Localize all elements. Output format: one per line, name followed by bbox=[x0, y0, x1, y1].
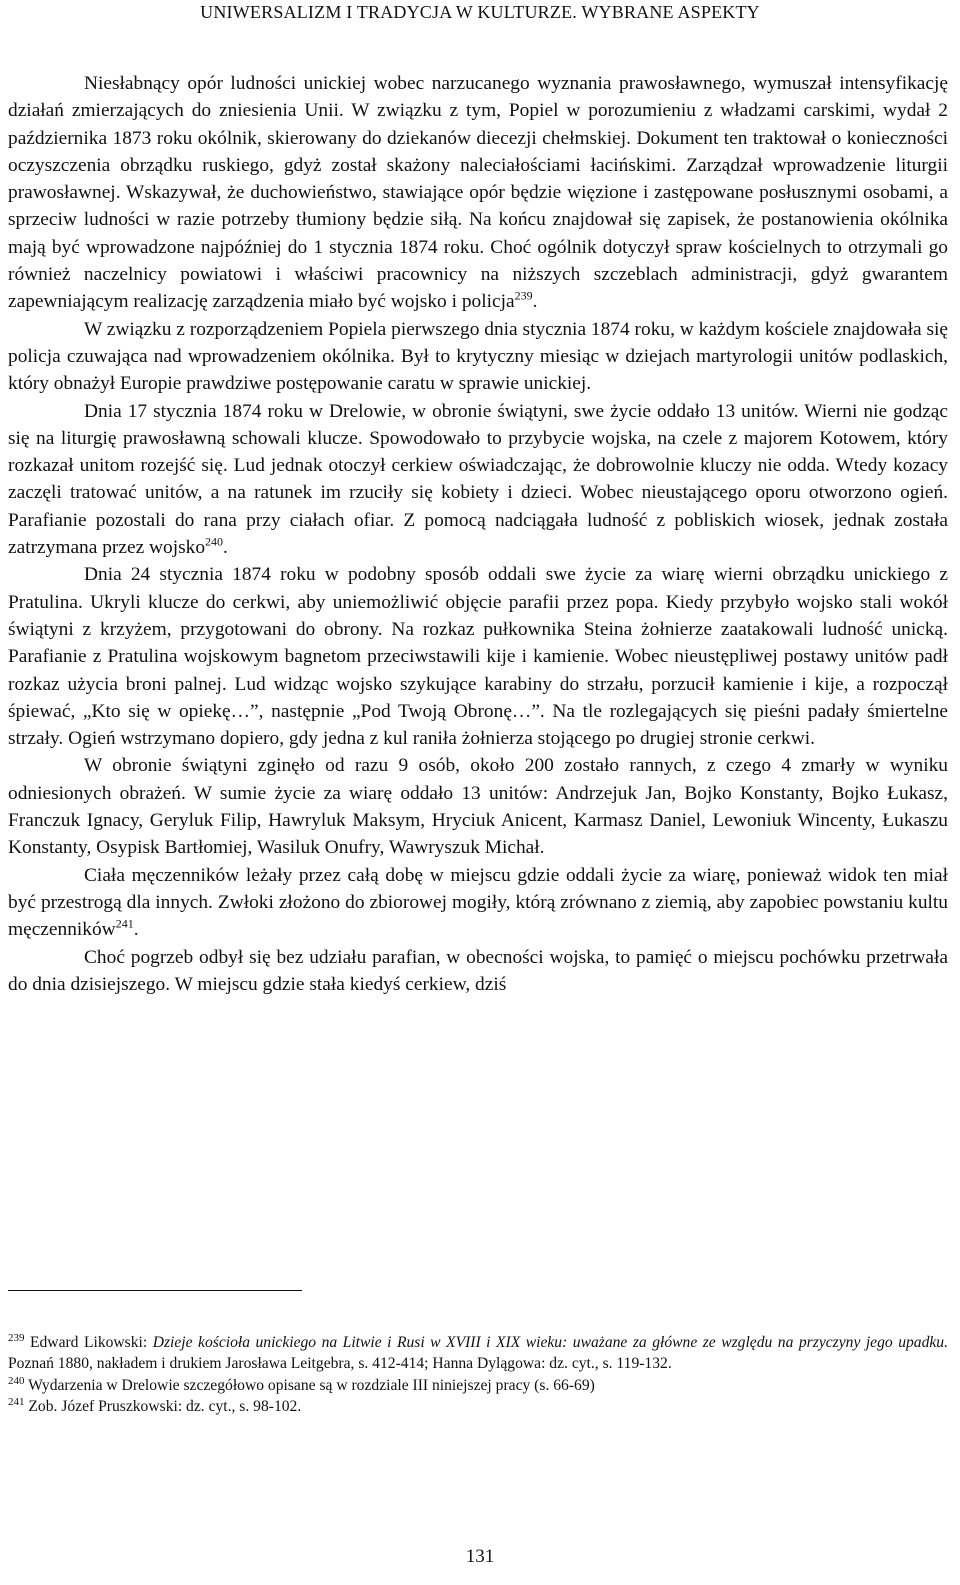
footnote bbox=[8, 1375, 948, 1396]
footnote bbox=[8, 1332, 948, 1375]
footnote-text: Wydarzenia w Drelowie szczegółowo opisane są w rozdziale III niniejszej pracy (s. 66-69) bbox=[24, 1376, 595, 1394]
page-number: 131 bbox=[465, 1546, 495, 1567]
footnote-text: Zob. Józef Pruszkowski: dz. cyt., s. 98-102. bbox=[24, 1397, 302, 1415]
paragraph-text: Ciała męczenników leżały przez całą dobę w miejscu gdzie oddali życie za wiarę, ponieważ widok ten miał być przestrogą dla innych. Zwłoki złożono do zbiorowej mogiły, którą zrównano z ziemią, aby zapobiec powstaniu kultu męczenników bbox=[8, 864, 948, 941]
paragraph-text: . bbox=[133, 919, 139, 941]
paragraph-text: Choć pogrzeb odbył się bez udziału parafian, w obecności wojska, to pamięć o miejscu pochówku przetrwała do dnia dzisiejszego. W miejscu gdzie stała kiedyś cerkiew, dziś bbox=[8, 946, 948, 995]
paragraph bbox=[8, 561, 948, 752]
paragraph-text: . bbox=[223, 537, 228, 559]
paragraph-text: W obronie świątyni zginęło od razu 9 osób, około 200 zostało rannych, z czego 4 zmarły w wyniku odniesionych obrażeń. W sumie życie za wiarę oddało 13 unitów: Andrzejuk Jan, Bojko Konstanty, Bojko Łukasz, Franczuk Ignacy, Geryluk Filip, Hawryluk Maksym, Hryciuk Anicent, Karmasz Daniel, Lewoniuk Wincenty, Łukaszu Konstanty, Osypisk Bartłomiej, Wasiluk Onufry, Wawryszuk Michał. bbox=[8, 755, 948, 859]
paragraph bbox=[8, 862, 948, 944]
footnote-reference[interactable]: 240 bbox=[205, 534, 224, 549]
main-text bbox=[8, 70, 948, 998]
footnote-separator bbox=[8, 1290, 302, 1291]
footnote-text: Edward Likowski: bbox=[24, 1334, 153, 1351]
running-header: UNIWERSALIZM I TRADYCJA W KULTURZE. WYBRANE ASPEKTY bbox=[200, 2, 760, 22]
paragraph bbox=[8, 316, 948, 398]
paragraph-text: W związku z rozporządzeniem Popiela pierwszego dnia stycznia 1874 roku, w każdym kościele znajdowała się policja czuwająca nad wprowadzeniem okólnika. Był to krytyczny miesiąc w dziejach martyrologii unitów podlaskich, który obnażył Europie prawdziwe postępowanie caratu w sprawie unickiej. bbox=[8, 318, 948, 395]
footnote-number: 239 bbox=[8, 1331, 25, 1344]
footnote-number: 240 bbox=[8, 1374, 25, 1387]
paragraph-text: Niesłabnący opór ludności unickiej wobec narzucanego wyznania prawosławnego, wymuszał intensyfikację działań zmierzających do zniesienia Unii. W związku z tym, Popiel w porozumieniu z władzami carskimi, wydał 2 października 1873 roku okólnik, skierowany do dziekanów diecezji chełmskiej. Dokument ten traktował o konieczności oczyszczenia obrządku ruskiego, gdyż został skażony naleciałościami łacińskimi. Zarządzał wprowadzenie liturgii prawosławnej. Wskazywał, że duchowieństwo, stawiające opór będzie więzione i zastępowane posłusznymi osobami, a sprzeciw ludności w razie potrzeby tłumiony będzie siłą. Na końcu znajdował się zapisek, że postanowienia okólnika mają być wprowadzone najpóźniej do 1 stycznia 1874 roku. Choć ogólnik dotyczył spraw kościelnych to otrzymali go również naczelnicy powiatowi i właściwi pracownicy na niższych szczeblach administracji, gdyż gwarantem zapewniającym realizację zarządzenia miało być wojsko i policja bbox=[8, 73, 948, 313]
footnote-work-title: Dzieje kościoła unickiego na Litwie i Rusi w XVIII i XIX wieku: uważane za główne ze względu na przyczyny jego upadku. bbox=[152, 1334, 948, 1351]
paragraph bbox=[8, 944, 948, 999]
footnote-number: 241 bbox=[8, 1395, 25, 1408]
footnote-text: Poznań 1880, nakładem i drukiem Jarosława Leitgebra, s. 412-414; Hanna Dylągowa: dz. cyt., s. 119-132. bbox=[8, 1355, 672, 1373]
paragraph-text: Dnia 17 stycznia 1874 roku w Drelowie, w obronie świątyni, swe życie oddało 13 unitów. Wierni nie godząc się na liturgię prawosławną schowali klucze. Spowodowało to przybycie wojska, na czele z majorem Kotowem, który rozkazał unitom rozejść się. Lud jednak otoczył cerkiew oświadczając, że dobrowolnie kluczy nie odda. Wtedy kozacy zaczęli tratować unitów, a na ratunek im rzuciły się kobiety i dzieci. Wobec nieustającego oporu otworzono ogień. Parafianie pozostali do rana przy ciałach ofiar. Z pomocą nadciągała ludność z pobliskich wiosek, jednak została zatrzymana przez wojsko bbox=[8, 400, 948, 559]
footnote bbox=[8, 1396, 948, 1417]
paragraph bbox=[8, 70, 948, 316]
paragraph bbox=[8, 398, 948, 562]
footnotes bbox=[8, 1332, 948, 1417]
footnote-reference[interactable]: 241 bbox=[115, 916, 134, 931]
paragraph-text: Dnia 24 stycznia 1874 roku w podobny sposób oddali swe życie za wiarę wierni obrządku unickiego z Pratulina. Ukryli klucze do cerkwi, aby uniemożliwić objęcie parafii przez popa. Kiedy przybyło wojsko stali wokół świątyni z krzyżem, przygotowani do obrony. Na rozkaz pułkownika Steina żołnierze zaatakowali ludność unicką. Parafianie z Pratulina wojskowym bagnetom przeciwstawili kije i kamienie. Wobec nieustępliwej postawy unitów padł rozkaz użycia broni palnej. Lud widząc wojsko szykujące karabiny do strzału, porzucił kamienie i kije, a rozpoczął śpiewać, „Kto się w opiekę…”, następnie „Pod Twoją Obronę…”. Na tle rozlegających się pieśni padały śmiertelne strzały. Ogień wstrzymano dopiero, gdy jedna z kul raniła żołnierza stojącego po drugiej stronie cerkwi. bbox=[8, 564, 948, 750]
footnote-reference[interactable]: 239 bbox=[514, 288, 533, 303]
paragraph-text: . bbox=[532, 291, 538, 313]
paragraph bbox=[8, 752, 948, 861]
